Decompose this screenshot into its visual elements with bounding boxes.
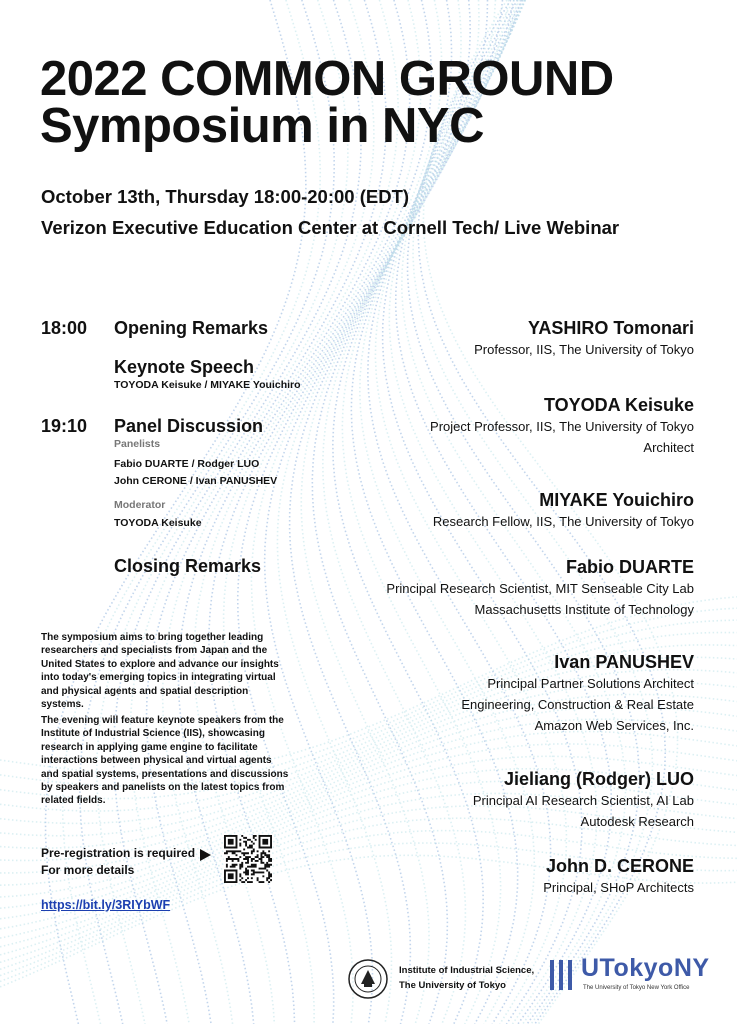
utokyo-bars-icon [550,960,574,990]
speaker-name: Ivan PANUSHEV [554,652,694,672]
iis-line-1: Institute of Industrial Science, [399,965,535,976]
iis-name [399,963,534,993]
moderator-name: TOYODA Keisuke [114,517,202,529]
speaker-role: Massachusetts Institute of Technology [474,602,694,617]
registration-line-1: Pre-registration is required [41,846,196,860]
utokyony-subtitle: The University of Tokyo New York Office [583,985,690,991]
speaker-role: Architect [643,440,694,455]
keynote-speakers: TOYODA Keisuke / MIYAKE Youichiro [114,379,301,391]
speaker-name: MIYAKE Youichiro [539,490,694,510]
panelists-line-2: John CERONE / Ivan PANUSHEV [114,475,278,487]
opening-remarks: Opening Remarks [114,318,269,338]
arrow-right-icon [200,849,211,861]
speaker-role: Principal Research Scientist, MIT Senseable City Lab [386,581,694,596]
speaker-duarte [386,556,694,620]
speaker-toyoda [430,394,694,458]
speaker-cerone [543,855,694,898]
speaker-panushev [461,651,694,736]
time-1910: 19:10 [41,416,88,436]
time-1800: 18:00 [41,318,88,338]
event-venue: Verizon Executive Education Center at Cornell Tech/ Live Webinar [41,217,620,238]
speaker-name: TOYODA Keisuke [543,395,694,415]
panelists-label: Panelists [114,438,161,450]
speaker-name: Jieliang (Rodger) LUO [503,769,694,789]
speaker-role: Principal Partner Solutions Architect [487,676,694,691]
speaker-name: YASHIRO Tomonari [527,318,694,338]
description-paragraph-2: The evening will feature keynote speakers from the Institute of Industrial Science (IIS), showcasing research in applying game engine to facilitate interactions between physical and virtual agents and spatial systems, presentations and discussions by speakers and panelists on the latest topics from related fields. [41,715,289,807]
description-paragraph-1: The symposium aims to bring together leading researchers and specialists from Japan and the United States to explore and advance our insights into today's emerging topics in integrating virtual and physical agents and spatial description systems. [41,632,279,711]
iis-seal-logo [347,958,389,1000]
speaker-luo [473,768,694,832]
speaker-yashiro [474,317,694,360]
closing-remarks: Closing Remarks [114,556,262,576]
speaker-miyake [433,489,694,532]
event-date: October 13th, Thursday 18:00-20:00 (EDT) [41,186,410,207]
page-title [40,52,614,153]
title-line-2: Symposium in NYC [40,99,484,153]
registration-line-2: For more details [41,863,135,877]
speaker-role: Professor, IIS, The University of Tokyo [474,342,694,357]
registration-note [41,845,195,879]
moderator-label: Moderator [114,499,166,511]
qr-code-icon[interactable] [224,835,272,883]
speaker-role: Autodesk Research [580,814,694,829]
speaker-name: John D. CERONE [545,856,694,876]
speaker-role: Project Professor, IIS, The University of Tokyo [430,419,694,434]
speaker-role: Principal, SHoP Architects [543,880,694,895]
registration-link[interactable]: https://bit.ly/3RIYbWF [41,898,171,912]
iis-line-2: The University of Tokyo [399,980,506,991]
speaker-role: Engineering, Construction & Real Estate [461,697,694,712]
keynote-speech: Keynote Speech [114,357,255,377]
panel-discussion: Panel Discussion [114,416,264,436]
speaker-name: Fabio DUARTE [566,557,694,577]
title-line-1: 2022 COMMON GROUND [40,52,614,106]
speaker-role: Principal AI Research Scientist, AI Lab [472,793,694,808]
panelists-line-1: Fabio DUARTE / Rodger LUO [114,458,260,470]
speaker-role: Amazon Web Services, Inc. [534,718,694,733]
utokyony-logo: UTokyoNY [581,954,710,982]
speaker-role: Research Fellow, IIS, The University of Tokyo [432,514,694,529]
